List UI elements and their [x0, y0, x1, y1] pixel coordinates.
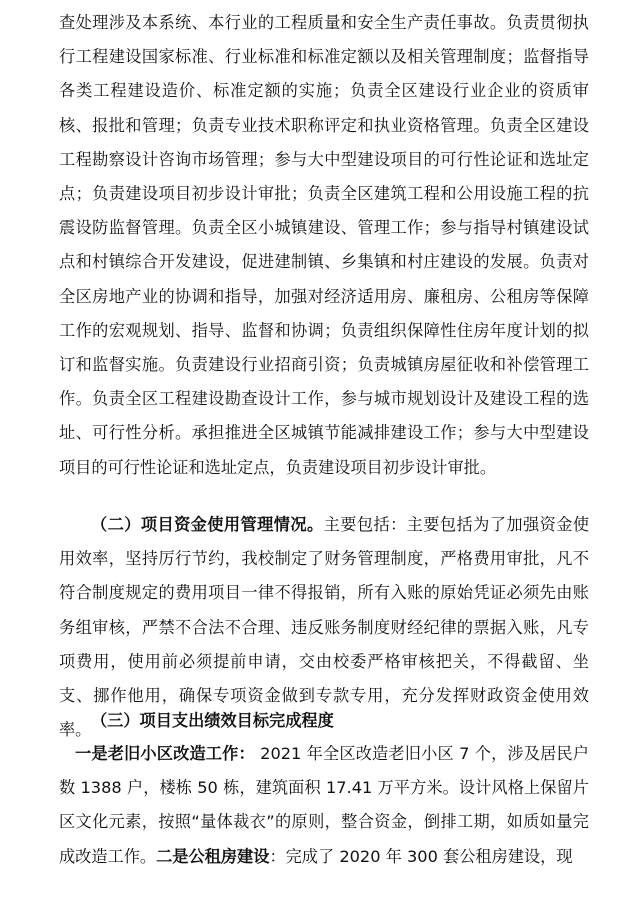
paragraph-responsibilities: 查处理涉及本系统、本行业的工程质量和安全生产责任事故。负责贯彻执行工程建设国家标准、行业标准和标准定额以及相关管理制度；监督指导各类工程建设造价、标准定额的实施；负责全区建设行业企业的资质审核、报批和管理；负责专业技术职称评定和执业资格管理。负责全区建设工程勘察设计咨询市场管理；参与大中型建设项目的可行性论证和选址定点；负责建设项目初步设计审批；负责全区建筑工程和公用设施工程的抗震设防监督管理。负责全区小城镇建设、管理工作；参与指导村镇建设试点和村镇综合开发建设，促进建制镇、乡集镇和村庄建设的发展。负责对全区房地产业的协调和指导，加强对经济适用房、廉租房、公租房等保障工作的宏观规划、指导、监督和协调；负责组织保障性住房年度计划的拟订和监督实施。负责建设行业招商引资；负责城镇房屋征收和补偿管理工作。负责全区工程建设勘查设计工作，参与城市规划设计及建设工程的选址、可行性分析。承担推进全区城镇节能减排建设工作；参与大中型建设项目的可行性论证和选址定点，负责建设项目初步设计审批。 [59, 13, 589, 477]
paragraph-performance-results [59, 737, 589, 874]
lead-old-community-renovation: 一是老旧小区改造工作： [75, 744, 255, 763]
public-rental-housing-text: ：完成了 2020 年 300 套公租房建设，现 [269, 846, 573, 866]
section-heading-performance: （三）项目支出绩效目标完成程度 [91, 711, 334, 730]
old-community-renovation-text: 2021 年全区改造老旧小区 7 个，涉及居民户数 1388 户，楼栋 50 栋，建筑面积 17.41 万平方米。设计风格上保留片区文化元素，按照“量体裁衣”的原则，整合资金，倒排工期，如质如量完成改造工作。 [59, 744, 589, 866]
section-heading-fund-management: （二）项目资金使用管理情况。 [91, 515, 324, 534]
fund-management-body: 主要包括：主要包括为了加强资金使用效率，坚持厉行节约，我校制定了财务管理制度，严格费用审批，凡不符合制度规定的费用项目一律不得报销，所有入账的原始凭证必须先由账务组审核，严禁不合法不合理、违反账务制度财经纪律的票据入账，凡专项费用，使用前必须提前申请，交由校委严格审核把关，不得截留、坐支、挪作他用，确保专项资金做到专款专用，充分发挥财政资金使用效率。 [59, 515, 590, 740]
lead-public-rental-housing: 二是公租房建设 [156, 846, 270, 866]
